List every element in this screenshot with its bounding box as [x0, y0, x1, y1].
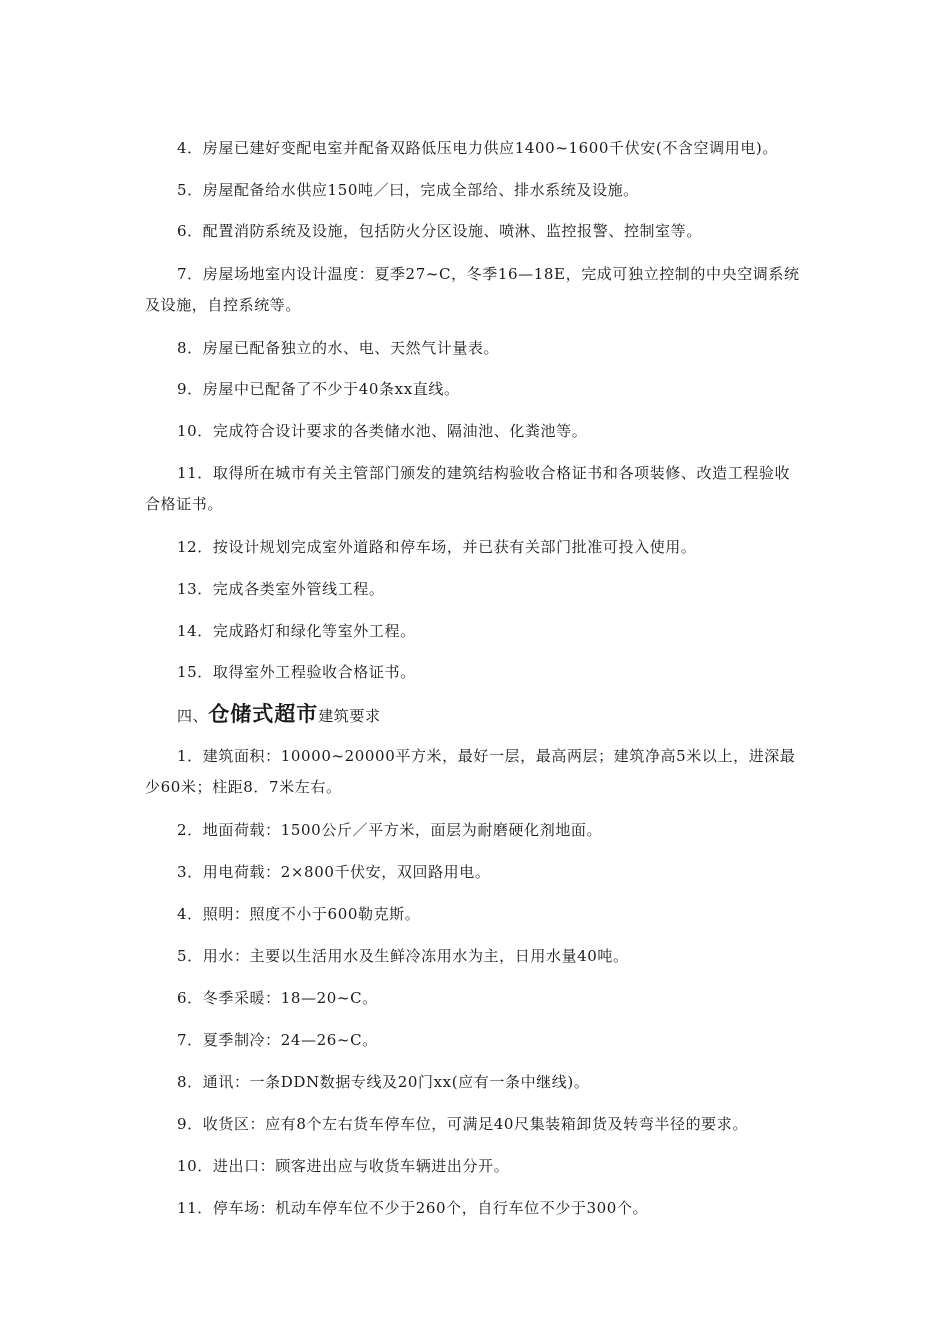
list-item: 6．冬季采暖：18—20~C。	[177, 989, 378, 1007]
list-item: 10．完成符合设计要求的各类储水池、隔油池、化粪池等。	[177, 422, 588, 440]
list-item: 5．用水：主要以生活用水及生鲜冷冻用水为主，日用水量40吨。	[177, 947, 629, 965]
list-item: 13．完成各类室外管线工程。	[177, 580, 385, 598]
list-item: 7．夏季制冷：24—26~C。	[177, 1031, 378, 1049]
list-item: 4．房屋已建好变配电室并配备双路低压电力供应1400~1600千伏安(不含空调用电)。	[177, 139, 778, 157]
list-item: 2．地面荷载：1500公斤／平方米，面层为耐磨硬化剂地面。	[177, 821, 603, 839]
list-item: 12．按设计规划完成室外道路和停车场，并已获有关部门批准可投入使用。	[177, 538, 697, 556]
section-heading-prefix: 四、	[177, 707, 209, 725]
list-item: 14．完成路灯和绿化等室外工程。	[177, 622, 416, 640]
section-heading-emphasis: 仓储式超市	[208, 701, 319, 726]
section-heading-suffix: 建筑要求	[318, 707, 381, 725]
list-item: 5．房屋配备给水供应150吨／曰，完成全部给、排水系统及设施。	[177, 181, 639, 199]
list-item: 10．进出口：顾客进出应与收货车辆进出分开。	[177, 1157, 510, 1175]
section-heading	[177, 694, 381, 736]
list-item: 1．建筑面积：10000~20000平方米，最好一层，最高两层；建筑净高5米以上，进深最少60米；柱距8．7米左右。	[145, 747, 796, 796]
list-item: 8．通讯：一条DDN数据专线及20门xx(应有一条中继线)。	[177, 1073, 590, 1091]
list-item: 11．停车场：机动车停车位不少于260个，自行车位不少于300个。	[177, 1199, 649, 1217]
list-item: 3．用电荷载：2×800千伏安，双回路用电。	[177, 863, 491, 881]
list-item: 8．房屋已配备独立的水、电、天然气计量表。	[177, 339, 500, 357]
list-item: 15．取得室外工程验收合格证书。	[177, 663, 416, 681]
list-item: 9．收货区：应有8个左右货车停车位，可满足40尺集装箱卸货及转弯半径的要求。	[177, 1115, 748, 1133]
list-item: 7．房屋场地室内设计温度：夏季27~C，冬季16—18E，完成可独立控制的中央空调系统及设施，自控系统等。	[145, 265, 800, 314]
list-item: 11．取得所在城市有关主管部门颁发的建筑结构验收合格证书和各项装修、改造工程验收合格证书。	[145, 464, 791, 513]
list-item: 4．照明：照度不小于600勒克斯。	[177, 905, 421, 923]
list-item: 9．房屋中已配备了不少于40条xx直线。	[177, 380, 460, 398]
list-item: 6．配置消防系统及设施，包括防火分区设施、喷淋、监控报警、控制室等。	[177, 222, 702, 240]
